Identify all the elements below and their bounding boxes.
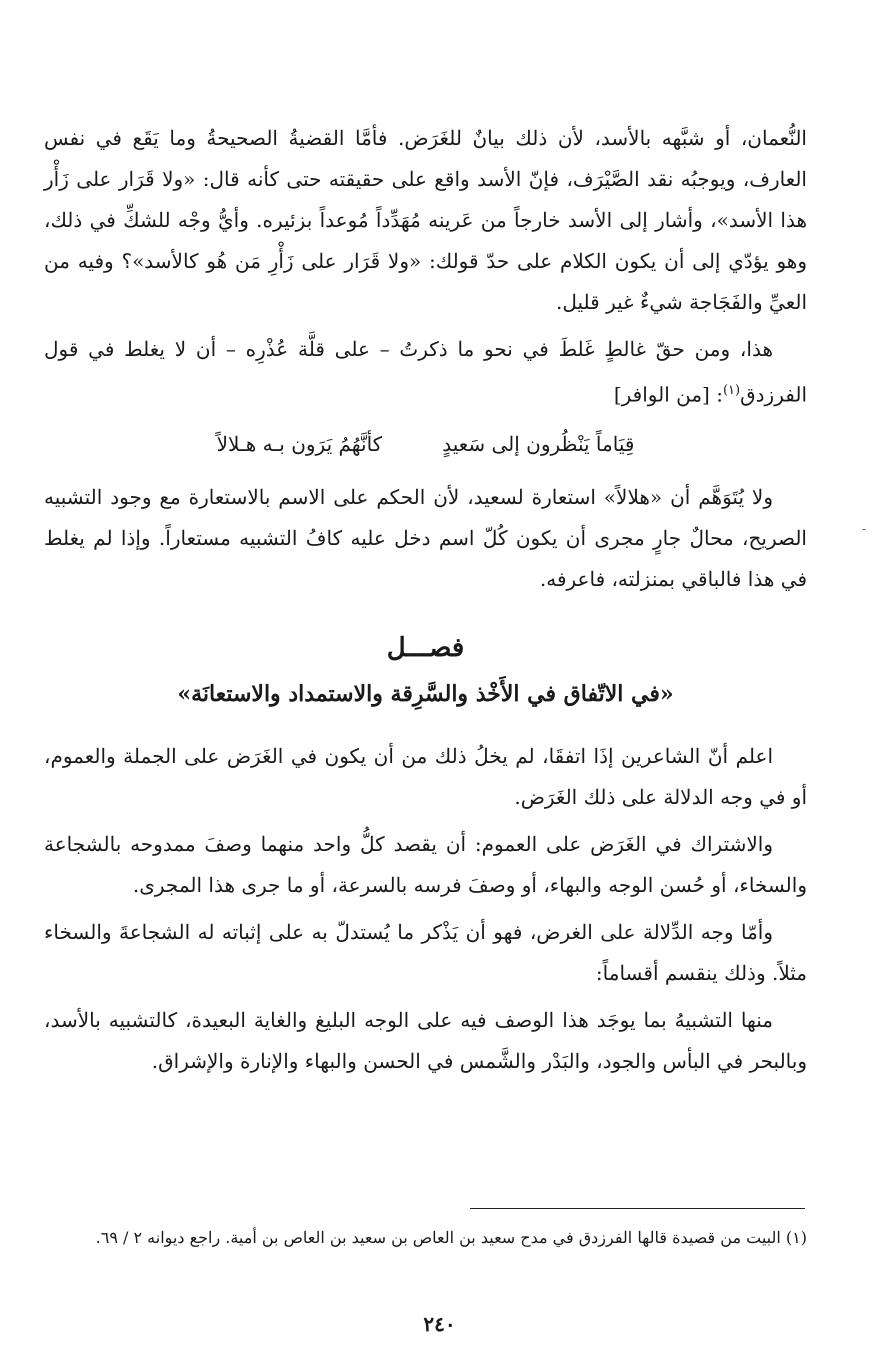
margin-mark: - xyxy=(862,522,867,536)
verse-second-hemistich: كأنَّهُمُ يَرَون بـه هـلالاً xyxy=(216,431,383,456)
section-subheading: «في الاتّفاق في الأَخْذ والسَّرِقة والاستمداد والاستعانَة» xyxy=(177,680,674,707)
poetry-verse xyxy=(44,424,807,465)
paragraph-3: ولا يُتَوَهَّم أن «هلالاً» استعارة لسعيد، لأن الحكم على الاسم بالاستعارة مع وجود التشبيه الصريح، محالٌ جارٍ مجرى أن يكون كُلّ اسم دخل عليه كافُ التشبيه مستعاراً. وإذا لم يغلط في هذا فالباقي بمنزلته، فاعرفه. xyxy=(44,484,807,591)
footnote-text: البيت من قصيدة قالها الفرزدق في مدح سعيد بن العاص بن سعيد بن العاص بن أمية. راجع ديوانه ٢ / ٦٩. xyxy=(95,1228,781,1247)
paragraph-7: منها التشبيهُ بما يوجَد هذا الوصف فيه على الوجه البليغ والغاية البعيدة، كالتشبيه بالأسد، وبالبحر في البأس والجود، والبَدْر والشَّمس في الحسن والبهاء والإنارة والإشراق. xyxy=(44,1007,807,1073)
footnote xyxy=(44,1222,807,1254)
page-number: ٢٤٠ xyxy=(423,1312,456,1336)
verse-first-hemistich: قِيَاماً يَنْظُرون إلى سَعيدٍ xyxy=(442,431,635,456)
meter-label: : [من الوافر] xyxy=(613,382,723,407)
paragraph-5: والاشتراك في الغَرَض على العموم: أن يقصد كلُّ واحد منهما وصفَ ممدوحه بالشجاعة والسخاء، أو حُسن الوجه والبهاء، أو وصفَ فرسه بالسرعة، أو ما جرى هذا المجرى. xyxy=(44,831,807,897)
paragraph-6: وأمّا وجه الدِّلالة على الغرض، فهو أن يَذْكر ما يُستدلّ به على إثباته له الشجاعةَ والسخاء مثلاً. وذلك ينقسم أقساماً: xyxy=(44,919,807,985)
main-text xyxy=(44,118,807,1088)
paragraph-2 xyxy=(44,329,807,416)
footnote-reference: (١) xyxy=(722,383,741,398)
footnote-separator xyxy=(470,1208,805,1209)
section-heading: فصـــل xyxy=(386,632,465,663)
paragraph-1: النُّعمان، أو شبَّهه بالأسد، لأن ذلك بيانٌ للغَرَض. فأمَّا القضيةُ الصحيحةُ وما يَقَع في نفس العارف، ويوجبُه نقد الصَّيْرَف، فإنّ الأسد واقع على حقيقته حتى كأنه قال: «ولا قَرَار على زَأْر هذا الأسد»، وأشار إلى الأسد خارجاً من عَرينه مُهَدِّداً مُوعداً بزئيره. وأيُّ وجْه للشكِّ في ذلك، وهو يؤدّي إلى أن يكون الكلام على حدّ قولك: «ولا قَرَار على زَأْرِ مَن هُو كالأسد»؟ وفيه من العيِّ والفَجَاجة شيءٌ غير قليل. xyxy=(44,126,807,314)
paragraph-4: اعلم أنّ الشاعرين إذَا اتفقَا، لم يخلُ ذلك من أن يكون في الغَرَض على الجملة والعموم، أو في وجه الدلالة على ذلك الغَرَض. xyxy=(44,743,807,809)
paragraph-2-text: هذا، ومن حقّ غالطٍ غَلطَ في نحو ما ذكرتُ – على قلَّة عُذْرِه – أن لا يغلط في قول الفرزدق xyxy=(44,337,807,407)
footnote-number: (١) xyxy=(785,1228,807,1247)
